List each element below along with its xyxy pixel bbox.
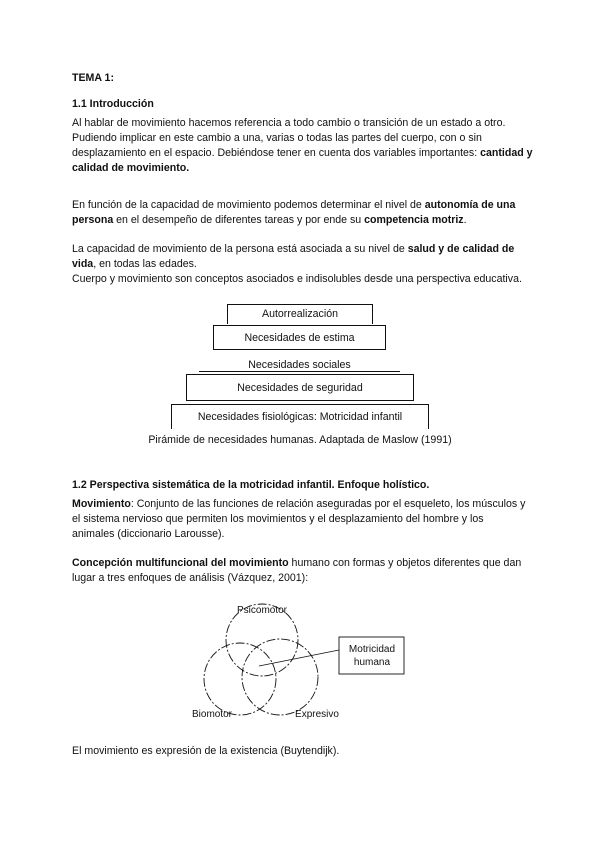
closing-sentence: El movimiento es expresión de la existencia (Buytendijk). — [72, 745, 340, 757]
autonomy-text-a: En función de la capacidad de movimiento podemos determinar el nivel de — [72, 199, 425, 211]
pyramid-level-social: Necesidades sociales — [199, 352, 400, 372]
section-2-heading: 1.2 Perspectiva sistemática de la motricidad infantil. Enfoque holístico. — [72, 479, 430, 491]
autonomy-bold-term: autonomía de una persona — [72, 199, 516, 226]
competence-bold-term: competencia motriz — [364, 214, 464, 226]
health-bold-term: salud y de calidad de vida — [72, 243, 515, 270]
intro-bold-variables: cantidad y calidad de movimiento. — [72, 147, 533, 174]
body-movement-paragraph: Cuerpo y movimiento son conceptos asociados e indisolubles desde una perspectiva educativa. — [72, 273, 522, 285]
movement-definition-text: : Conjunto de las funciones de relación aseguradas por el esqueleto, los músculos y el sistema nervioso que permiten los movimientos y el desplazamiento del hombre y los animales (diccionario Larousse). — [72, 498, 526, 540]
multifunctional-text: humano con formas y objetos diferentes que dan lugar a tres enfoques de análisis (Vázquez, 2001): — [72, 557, 522, 584]
pyramid-level-self-actualization: Autorrealización — [227, 304, 373, 324]
tema-title: TEMA 1: — [72, 72, 114, 84]
venn-circle-biomotor — [204, 643, 276, 715]
pyramid-caption: Pirámide de necesidades humanas. Adaptada de Maslow (1991) — [148, 434, 452, 446]
venn-label-psicomotor: Psicomotor — [236, 605, 288, 616]
motricidad-humana-box — [339, 637, 404, 674]
pyramid-level-physiological: Necesidades fisiológicas: Motricidad infantil — [171, 404, 429, 429]
health-text-a: La capacidad de movimiento de la persona está asociada a su nivel de — [72, 243, 408, 255]
box-label-line2: humana — [353, 657, 391, 668]
autonomy-text-d: . — [463, 214, 467, 226]
autonomy-text-c: en el desempeño de diferentes tareas y por ende su — [113, 214, 365, 226]
venn-label-expresivo: Expresivo — [295, 709, 339, 720]
pyramid-level-esteem: Necesidades de estima — [213, 325, 386, 350]
box-label-line1: Motricidad — [348, 644, 396, 655]
venn-circle-expresivo — [242, 639, 318, 715]
health-text-c: , en todas las edades. — [93, 258, 197, 270]
intro-text: Al hablar de movimiento hacemos referencia a todo cambio o transición de un estado a otro. Pudiendo implicar en este cambio a una, varias o todas las partes del cuerpo, con o sin desplazamiento en el espacio. Debiéndose tener en cuenta dos variables importantes: — [72, 117, 506, 159]
pyramid-level-security: Necesidades de seguridad — [186, 374, 414, 401]
multifunctional-bold-term: Concepción multifuncional del movimiento — [72, 557, 289, 569]
movement-term: Movimiento — [72, 498, 131, 510]
section-1-heading: 1.1 Introducción — [72, 98, 154, 110]
venn-label-biomotor: Biomotor — [191, 709, 233, 720]
venn-pointer-line — [259, 650, 339, 666]
